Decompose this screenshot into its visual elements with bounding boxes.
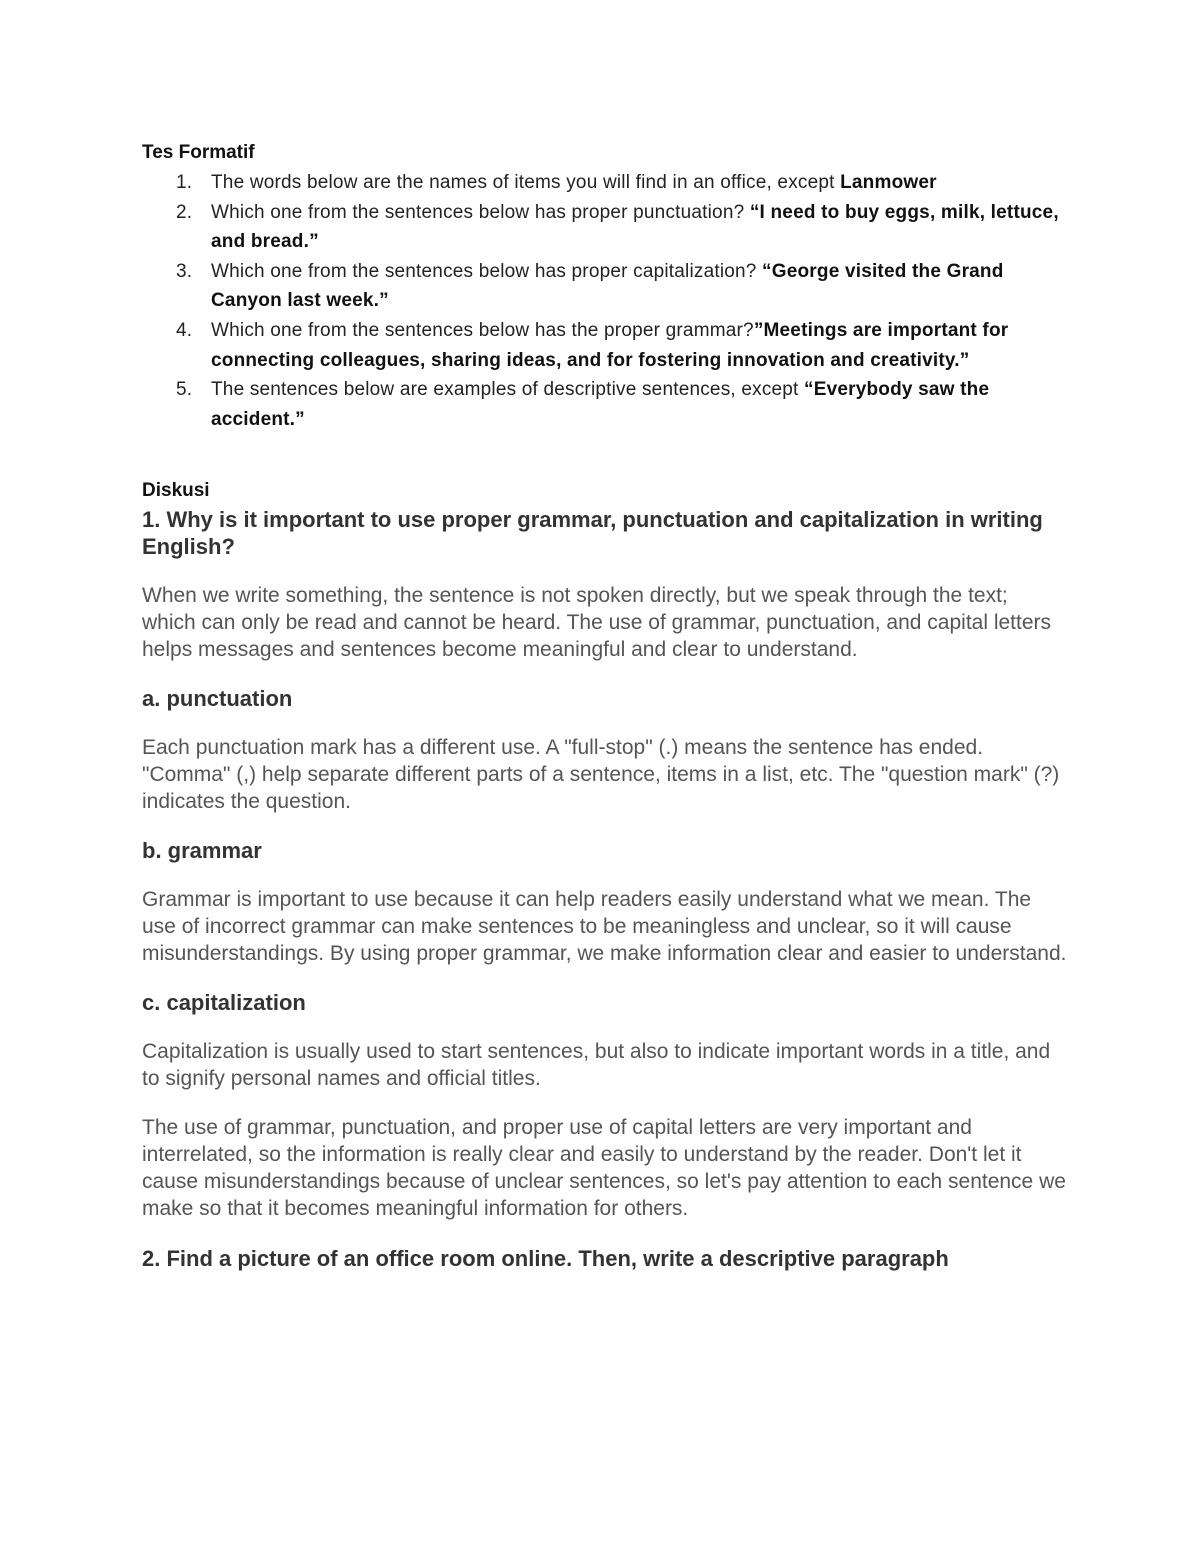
intro-paragraph: When we write something, the sentence is not spoken directly, but we speak through the text; which can only be read and cannot be heard. The use of grammar, punctuation, and capital letters helps messages and sentences become meaningful and clear to understand. <box>142 584 1052 662</box>
list-item <box>142 198 1062 257</box>
punctuation-heading: a. punctuation <box>142 686 293 712</box>
item-question: Which one from the sentences below has proper capitalization? <box>211 260 763 282</box>
item-question: The sentences below are examples of descriptive sentences, except <box>211 379 805 401</box>
item-text <box>211 172 937 193</box>
list-item <box>142 375 1062 434</box>
item-text <box>211 379 989 430</box>
conclusion-paragraph: The use of grammar, punctuation, and proper use of capital letters are very important and interrelated, so the information is really clear and easily to understand by the reader. Don't let it cause misunderstandings because of unclear sentences, so let's pay attention to each sentence we make so that it becomes meaningful information for others. <box>142 1116 1066 1221</box>
item-text <box>211 320 1008 371</box>
document-content <box>142 140 1067 1272</box>
item-number: 2. <box>176 201 193 223</box>
item-question: Which one from the sentences below has the proper grammar? <box>211 319 754 341</box>
item-number: 5. <box>176 379 193 401</box>
capitalization-paragraph: Capitalization is usually used to start sentences, but also to indicate important words in a title, and to signify personal names and official titles. <box>142 1040 1051 1091</box>
item-text <box>211 202 1059 253</box>
list-item <box>142 257 1062 316</box>
grammar-heading: b. grammar <box>142 838 262 864</box>
item-answer: “I need to buy eggs, milk, lettuce, and bread.” <box>211 201 1059 253</box>
capitalization-heading: c. capitalization <box>142 990 306 1016</box>
item-question: The words below are the names of items you will find in an office, except <box>211 172 841 193</box>
question-1-heading: 1. Why is it important to use proper grammar, punctuation and capitalization in writing English? <box>142 507 1043 560</box>
list-item <box>142 316 1062 375</box>
tes-formatif-list <box>142 168 1062 434</box>
item-answer: “George visited the Grand Canyon last week.” <box>211 260 1004 312</box>
question-2-heading: 2. Find a picture of an office room online. Then, write a descriptive paragraph <box>142 1246 949 1272</box>
diskusi-title: Diskusi <box>142 480 210 502</box>
item-answer: Lanmower <box>840 172 937 193</box>
grammar-paragraph: Grammar is important to use because it can help readers easily understand what we mean. The use of incorrect grammar can make sentences to be meaningless and unclear, so it will cause misunderstandings. By using proper grammar, we make information clear and easier to understand. <box>142 888 1067 966</box>
item-question: Which one from the sentences below has proper punctuation? <box>211 201 750 223</box>
punctuation-paragraph: Each punctuation mark has a different use. A "full-stop" (.) means the sentence has ended. "Comma" (,) help separate different parts of a sentence, items in a list, etc. The "question mark" (?) indicates the question. <box>142 736 1060 814</box>
item-number: 1. <box>176 172 193 193</box>
item-answer: ”Meetings are important for connecting colleagues, sharing ideas, and for fostering innovation and creativity.” <box>211 319 1009 371</box>
item-answer: “Everybody saw the accident.” <box>211 379 990 430</box>
item-text <box>211 261 1004 312</box>
item-number: 3. <box>176 260 193 282</box>
item-number: 4. <box>176 319 193 341</box>
tes-formatif-title: Tes Formatif <box>142 142 255 163</box>
list-item <box>142 168 1062 198</box>
